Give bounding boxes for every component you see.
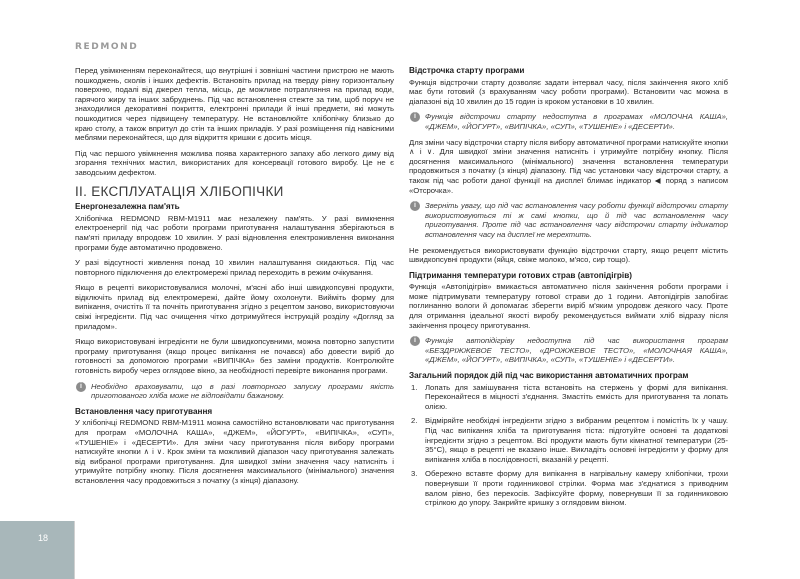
step-number: 2. <box>411 416 418 426</box>
step-text: Відміряйте необхідні інгредієнти згідно з вибраним рецептом і помістіть їх у чашу. Під час випікання хліба та приготування тіста: підготуйте основні та додаткові інгредієнти згідно з рецептом. Всі продукти мають бути кімнатної температури (25-35°С), якщо в рецепті не вказано інше. Викладіть основні інгредієнти у форму для випікання хліба в послідовності, вказаній у рецепті. <box>425 416 728 464</box>
step-number: 3. <box>411 469 418 479</box>
note-text: Зверніть увагу, що під час встановлення часу роботи функції відстрочки старту використовуються ті ж самі кнопки, що й під час встановлення часу приготування. Проте під час встановлення часу відстрочки старту індикатор встановлення часу на дисплеї не мерехтить. <box>425 201 728 239</box>
list-item <box>409 469 728 507</box>
subheading: Енергонезалежна пам'ять <box>75 202 180 212</box>
note <box>409 201 728 239</box>
page-number: 18 <box>38 533 49 543</box>
paragraph: Під час першого увімкнення можлива поява характерного запаху або легкого диму від згорання технічних мастил, використаних для консервації готового виробу. Це не є заводським дефектом. <box>75 148 394 177</box>
info-icon: i <box>410 112 420 122</box>
steps-list <box>409 383 728 508</box>
paragraph: Для зміни часу відстрочки старту після вибору автоматичної програми натискуйте кнопки ∧ і ∨. Для швидкої зміни значення натисніть і утримуйте потрібну кнопку. Після досягнення максимального (мінімального) значення встановлення температури продовжиться з початку (з кінця) діапазону. Під час установки часу відстрочки старту, а також під час роботи даної функції на дисплеї блимає індикатор ◀ поряд з написом «Отсрочка». <box>409 137 728 195</box>
right-column <box>409 66 728 513</box>
list-item <box>409 416 728 464</box>
footer-band <box>0 521 75 579</box>
subheading: Встановлення часу приготування <box>75 406 213 416</box>
info-icon: i <box>76 382 86 392</box>
paragraph: Функція «Автопідігрів» вмикається автоматично після закінчення роботи програми і може підтримувати температуру готової страви до 1 години. Автопідігрів запобігає поглинанню вологи й допомагає зберегти виріб м'яким упродовж деякого часу. Проте для отримання ідеальної якості виробу рекомендується виймати хліб відразу після закінчення процесу приготування. <box>409 282 728 330</box>
info-icon: i <box>410 201 420 211</box>
paragraph: У разі відсутності живлення понад 10 хвилин налаштування скидаються. Під час повторного підключення до електромережі прилад переходить в режим очікування. <box>75 258 394 277</box>
paragraph: Якщо в рецепті використовувалися молочні, м'ясні або інші швидкопсувні продукти, відключіть прилад від електромережі, дайте йому охолонути. Вийміть форму для випікання, очистіть її та почніть приготування згідно з рецептом заново, використовуючи свіжі інгредієнти. Під час очищення чітко дотримуйтеся інструкцій розділу «Догляд за приладом». <box>75 283 394 331</box>
info-icon: i <box>410 336 420 346</box>
note-text: Функція автопідігріву недоступна під час використання програм «БЕЗДРІЖЖЕВОЕ ТЕСТО», «ДРОЖЖЕВОЕ ТЕСТО», «МОЛОЧНАЯ КАША», «ДЖЕМ», «ЙОГУРТ», «ВИПІЧКА», «СУП», «ТУШЕНІЕ» і «ДЕСЕРТИ». <box>425 336 728 365</box>
step-text: Обережно вставте форму для випікання в нагрівальну камеру хлібопічки, трохи повернувши її проти годинникової стрілки. Форма має з'єднатися з приводним валом рівно, без перекосів. Зафіксуйте форму, повернувши її за годинниковою стрілкою до упору. Закрийте кришку з оглядовим вікном. <box>425 469 728 508</box>
subheading: Підтримання температури готових страв (автопідігрів) <box>409 270 632 280</box>
note-text: Функція відстрочки старту недоступна в програмах «МОЛОЧНА КАША», «ДЖЕМ», «ЙОГУРТ», «ВИПІЧКА», «СУП», «ТУШЕНІЕ» і «ДЕСЕРТИ». <box>425 112 728 131</box>
subheading: Відстрочка старту програми <box>409 66 525 75</box>
note <box>75 382 394 401</box>
step-number: 1. <box>411 382 418 392</box>
paragraph: Перед увімкненням переконайтеся, що внутрішні і зовнішні частини пристрою не мають пошкоджень, сколів і інших дефектів. Встановіть прилад на тверду рівну горизонтальну поверхню, подалі від джерел тепла, місць, де можливе потрапляння на прилад води, гарячого жиру та інших забруднень. Під час встановлення стежте за тим, щоб поруч не знаходилися декоративні покриття, електронні прилади й інші предмети, які можуть пошкодитися через підвищену температуру. Не встановлюйте хлібопічку близько до краю столу, а також впритул до стін та інших приладів. У разі розміщення під навісними меблями переконайтеся, що для відкриття кришки є досить місця. <box>75 66 394 143</box>
subheading: Загальний порядок дій під час використання автоматичних програм <box>409 371 689 381</box>
note-text: Необхідно враховувати, що в разі повторного запуску програми якість приготованого хліба може не відповідати бажаному. <box>91 381 394 401</box>
note <box>409 112 728 131</box>
step-text: Лопать для замішування тіста встановіть на стержень у формі для випікання. Переконайтеся в міцності з'єднання. Змастіть емкість для приготування та лопать олією. <box>425 382 728 411</box>
section-title: II. ЕКСПЛУАТАЦІЯ ХЛІБОПІЧКИ <box>75 183 284 199</box>
paragraph: Не рекомендується використовувати функцію відстрочки старту, якщо рецепт містить швидкопсувні продукти (яйця, свіже молоко, м'ясо, сир тощо). <box>409 245 728 265</box>
divider <box>74 521 75 579</box>
list-item <box>409 383 728 412</box>
paragraph: У хлібопічці REDMOND RBM-M1911 можна самостійно встановлювати час приготування для програм «МОЛОЧНА КАША», «ДЖЕМ», «ЙОГУРТ», «ВИПІЧКА», «СУП», «ТУШЕНІЕ» і «ДЕСЕРТИ». Для зміни часу приготування після вибору програми натискуйте кнопки ∧ і ∨. Крок зміни та можливий діапазон часу приготування залежать від вибраної програми приготування. Для швидкої зміни значення часу натисніть і утримуйте потрібну кнопку. Після досягнення максимального (мінімального) значення встановлення часу продовжиться з початку (з кінця) діапазону. <box>75 418 394 485</box>
paragraph: Якщо використовувані інгредієнти не були швидкопсувними, можна повторно запустити програму приготування (якщо процес випікання не почався) або довести виріб до готовності за допомогою програми «ВИПІЧКА» без заміни продуктів. Контролюйте готовність виробу через оглядове вікно, за необхідності перевірте виконання програми. <box>75 337 394 376</box>
brand-logo: REDMOND <box>75 42 139 52</box>
paragraph: Функція відстрочки старту дозволяє задати інтервал часу, після закінчення якого хліб має бути готовий (з врахуванням часу роботи програми). Встановити час можна в діапазоні від 10 хвилин до 15 годин із кроком установки в 10 хвилин. <box>409 77 728 106</box>
left-column <box>75 66 394 492</box>
paragraph: Хлібопічка REDMOND RBM-M1911 має незалежну пам'ять. У разі вимкнення електроенергії під час роботи програми приготування налаштування зберігаються в пам'яті приладу впродовж 10 хвилин. У разі відновлення електроживлення виконання програми буде автоматично продовжено. <box>75 213 394 252</box>
note <box>409 336 728 365</box>
